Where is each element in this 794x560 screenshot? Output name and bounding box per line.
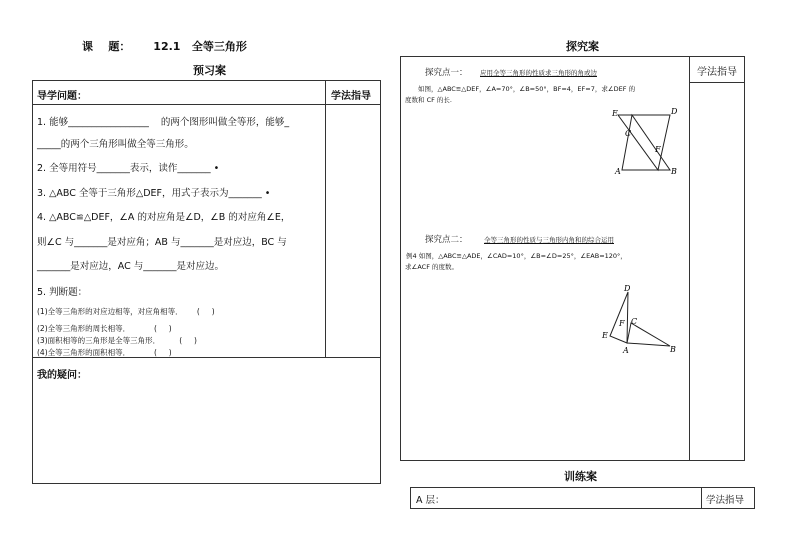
question-line: 4. △ABC≌△DEF，∠A 的对应角是∠D，∠B 的对应角∠E， xyxy=(37,212,291,223)
judgment-item: (2)全等三角形的周长相等． ( ) xyxy=(37,324,172,333)
fig1-label: B xyxy=(671,167,677,176)
question-line: _____的两个三角形叫做全等三角形。 xyxy=(37,139,194,150)
explore2-figure xyxy=(598,284,684,358)
preview-column-divider xyxy=(325,80,326,357)
explore2-problem: 求∠ACF 的度数。 xyxy=(405,263,459,271)
fig2-label: A xyxy=(623,346,629,355)
fig2-label: F xyxy=(619,319,625,328)
triangle-abc xyxy=(627,323,670,346)
course-title: 课 题： 12.1 全等三角形 xyxy=(82,40,247,53)
explore-guide-divider xyxy=(689,82,745,83)
judgment-item: (1)全等三角形的对应边相等，对应角相等． ( ) xyxy=(37,307,215,316)
question-line: 3. △ABC 全等于三角形△DEF，用式子表示为_______ • xyxy=(37,188,271,199)
explore1-problem: 度数和 CF 的长. xyxy=(405,96,452,104)
fig1-label: C xyxy=(625,129,632,138)
judgment-item: (3)面积相等的三角形是全等三角形． ( ) xyxy=(37,336,197,345)
fig1-label: E xyxy=(612,109,618,118)
preview-section-title: 预习案 xyxy=(193,64,226,77)
training-a-level-label: A 层： xyxy=(416,495,445,506)
explore2-label: 探究点二： xyxy=(425,235,468,245)
fig2-label: E xyxy=(602,331,608,340)
triangle-ade xyxy=(610,292,628,343)
fig2-label: D xyxy=(624,284,631,293)
explore1-figure xyxy=(608,100,688,180)
explore2-problem: 例4 如图，△ABC≌△ADE，∠CAD=10°，∠B=∠D=25°，∠EAB=120°， xyxy=(406,252,627,260)
explore-section-title: 探究案 xyxy=(566,40,599,53)
question-line: _______是对应边，AC 与_______是对应边。 xyxy=(37,261,224,272)
preview-header-divider xyxy=(32,104,381,105)
explore1-problem: 如图，△ABC≌△DEF，∠A=70°，∠B=50°，BF=4，EF=7，求∠DEF 的 xyxy=(418,85,636,93)
question-line: 2. 全等用符号_______表示，读作_______ • xyxy=(37,163,220,174)
question-line: 1. 能够_________________ 的两个图形叫做全等形，能够_ xyxy=(37,117,290,128)
fig1-label: A xyxy=(615,167,621,176)
training-table xyxy=(410,487,755,509)
explore1-topic: 应用全等三角形的性质求三角形的角或边 xyxy=(480,69,597,77)
my-doubts-label: 我的疑问： xyxy=(37,370,87,381)
triangle-abc xyxy=(622,115,670,170)
explore-column-divider xyxy=(689,56,690,461)
guide-questions-header: 导学问题： xyxy=(37,91,87,102)
training-guide-label: 学法指导 xyxy=(706,495,745,506)
fig1-label: F xyxy=(655,145,661,154)
explore1-label: 探究点一： xyxy=(425,68,468,78)
question-line: 则∠C 与_______是对应角；AB 与_______是对应边，BC 与 xyxy=(37,237,287,248)
training-column-divider xyxy=(701,487,702,509)
judgment-item: (4)全等三角形的面积相等． ( ) xyxy=(37,348,172,357)
fig2-label: B xyxy=(670,345,676,354)
triangle-def xyxy=(618,115,670,170)
explore-guide-header: 学法指导 xyxy=(697,67,737,78)
fig2-label: C xyxy=(631,317,638,326)
training-section-title: 训练案 xyxy=(564,470,597,483)
explore2-topic: 全等三角形的性质与三角形内角和的综合运用 xyxy=(484,236,614,244)
question-line: 5. 判断题： xyxy=(37,287,88,298)
study-guide-header: 学法指导 xyxy=(331,91,371,102)
fig1-label: D xyxy=(671,107,678,116)
